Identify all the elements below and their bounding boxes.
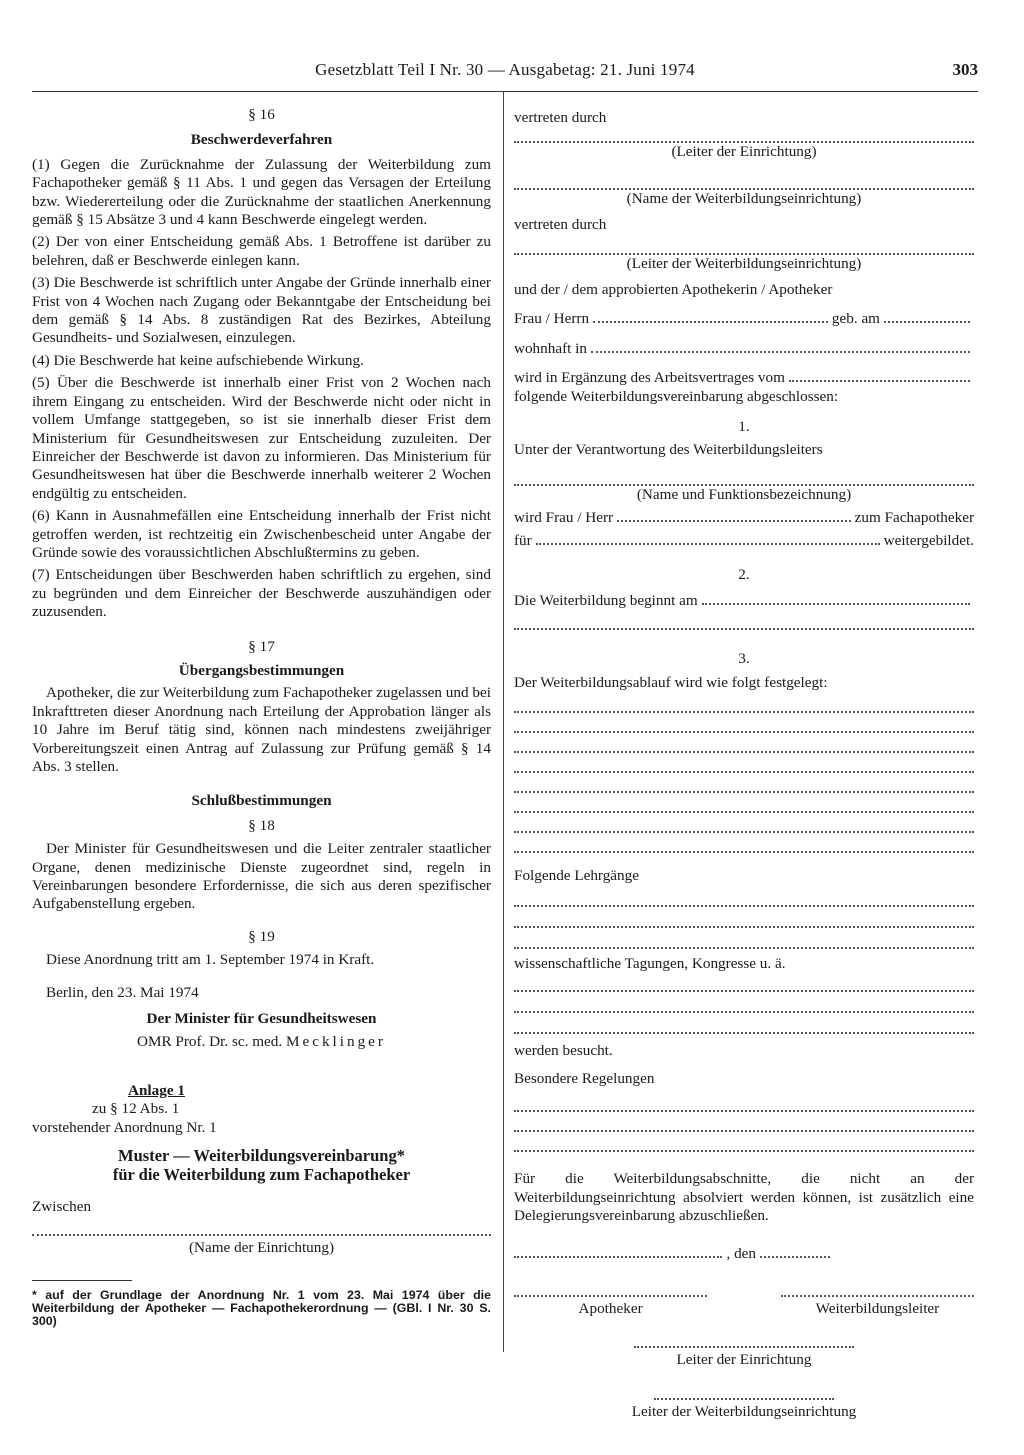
minister-title: Der Minister für Gesundheitswesen — [146, 1010, 377, 1028]
section-16-paragraph-3: (3) Die Beschwerde ist schriftlich unter Angabe der Gründe innerhalb einer Frist von 4 Wochen nach Zugang oder Bekanntgabe der Entscheidung bei dem gemäß § 14 Abs. 8 zuständigen Rat des Bezirkes, Abteilung Gesundheits- und Sozialwesen, einzulegen. — [32, 274, 491, 347]
schedule-line[interactable] — [514, 757, 974, 773]
section-19-number: § 19 — [248, 927, 275, 945]
birth-date-label: geb. am — [831, 310, 880, 328]
section-16-number: § 16 — [248, 106, 275, 123]
section-16-paragraph-2: (2) Der von einer Entscheidung gemäß Abs. 1 Betroffene ist darüber zu belehren, daß er Beschwerde einlegen kann. — [32, 233, 491, 269]
conferences-line[interactable] — [514, 997, 974, 1013]
right-column — [514, 109, 974, 1421]
training-institution-head-signature-caption: Leiter der Weiterbildungseinrichtung — [631, 1402, 857, 1420]
courses-line[interactable] — [514, 933, 974, 949]
contract-date-field[interactable] — [789, 368, 970, 382]
point-1-number: 1. — [738, 418, 750, 436]
for-label: für — [514, 531, 532, 549]
section-18-number: § 18 — [248, 816, 275, 834]
conferences-line[interactable] — [514, 1018, 974, 1034]
training-institution-head-signature — [594, 1384, 894, 1421]
start-date-label: Die Weiterbildung beginnt am — [514, 591, 698, 609]
represented-by-label-1: vertreten durch — [514, 109, 607, 126]
training-leader-caption: (Name und Funktionsbezeichnung) — [636, 485, 852, 503]
trainee-label: wird Frau / Herr — [514, 509, 614, 527]
pharmacist-intro: und der / dem approbierten Apothekerin / Apotheker — [514, 281, 833, 299]
template-title-line-1: Muster — Weiterbildungsvereinbarung* — [118, 1146, 405, 1166]
conferences-line[interactable] — [514, 976, 974, 992]
mrs-mr-label: Frau / Herrn — [514, 310, 590, 328]
annex-reference-1: zu § 12 Abs. 1 — [92, 1100, 180, 1118]
section-16-paragraph-4: (4) Die Beschwerde hat keine aufschiebende Wirkung. — [32, 351, 364, 369]
page-number: 303 — [952, 60, 978, 79]
schedule-line[interactable] — [514, 817, 974, 833]
training-institution-head-line — [514, 239, 974, 255]
section-16-paragraph-5: (5) Über die Beschwerde ist innerhalb einer Frist von 2 Wochen nach ihrem Eingang zu entscheiden. Wird der Beschwerde nicht oder nicht in vollem Umfange stattgegeben, so ist sie innerhalb dieser Frist dem Ministerium für Gesundheitswesen zur Entscheidung zuzuleiten. Der Einreicher der Beschwerde ist davon zu informieren. Das Ministerium für Gesundheitswesen hat über die Beschwerde innerhalb weiterer 2 Wochen endgültig zu entscheiden. — [32, 374, 491, 502]
annex-title: Anlage 1 — [128, 1081, 185, 1099]
pharmacist-name-field[interactable] — [593, 309, 828, 323]
template-title-line-2: für die Weiterbildung zum Fachapotheker — [112, 1164, 411, 1184]
pharmacist-signature — [514, 1281, 707, 1318]
section-17-title: Übergangsbestimmungen — [178, 661, 345, 679]
annex-reference-2: vorstehender Anordnung Nr. 1 — [32, 1118, 217, 1136]
institution-head-line — [514, 127, 974, 143]
conferences-label: wissenschaftliche Tagungen, Kongresse u. ä. — [514, 955, 786, 973]
footnote: * auf der Grundlage der Anordnung Nr. 1 vom 23. Mai 1974 über die Weiterbildung der Apotheker — Fachapothekerordnung — (GBl. I Nr. 30 S. 300) — [32, 1287, 491, 1329]
schedule-label: Der Weiterbildungsablauf wird wie folgt festgelegt: — [514, 674, 828, 692]
pharmacist-name-row — [514, 309, 974, 328]
courses-line[interactable] — [514, 891, 974, 907]
between-label: Zwischen — [32, 1197, 92, 1215]
represented-by-label-2: vertreten durch — [514, 216, 607, 234]
residence-label: wohnhaft in — [514, 339, 587, 357]
institution-name-line — [32, 1220, 491, 1236]
start-date-row — [514, 591, 974, 610]
column-divider — [503, 92, 504, 1352]
training-leader-signature-caption: Weiterbildungsleiter — [815, 1299, 940, 1317]
special-rules-label: Besondere Regelungen — [514, 1069, 655, 1087]
training-leader-signature — [781, 1281, 974, 1318]
special-rules-line[interactable] — [514, 1096, 974, 1112]
trained-label: weitergebildet. — [883, 531, 974, 549]
contract-date-row — [514, 368, 974, 387]
institution-name-caption: (Name der Einrichtung) — [188, 1239, 335, 1257]
training-institution-name-caption: (Name der Weiterbildungseinrichtung) — [626, 189, 862, 207]
section-16-paragraph-1: (1) Gegen die Zurücknahme der Zulassung der Weiterbildung zum Fachapotheker gemäß § 11 Abs. 1 und gegen das Versagen der Erteilung bzw. Wiedererteilung oder die Zurücknahme der staatlichen Anerkennung gemäß § 15 Absätze 3 und 4 kann Beschwerde eingelegt werden. — [32, 155, 491, 229]
schedule-line[interactable] — [514, 837, 974, 853]
pharmacist-signature-line[interactable] — [514, 1281, 707, 1297]
schedule-line[interactable] — [514, 777, 974, 793]
attended-text: werden besucht. — [514, 1041, 613, 1059]
page-header — [32, 60, 978, 84]
start-date-extra-line[interactable] — [514, 614, 974, 630]
birth-date-field[interactable] — [884, 309, 970, 323]
institution-head-signature-line[interactable] — [634, 1332, 854, 1348]
section-16-paragraph-6: (6) Kann in Ausnahmefällen eine Entscheidung innerhalb der Frist nicht getroffen werden, ist rechtzeitig ein Zwischenbescheid unter Angabe der Gründe sowie des voraussichtlichen Abschlußtermins zu geben. — [32, 507, 491, 561]
agreement-concluded-text: folgende Weiterbildungsvereinbarung abgeschlossen: — [514, 387, 839, 405]
schedule-line[interactable] — [514, 717, 974, 733]
section-17-number: § 17 — [248, 637, 275, 655]
schedule-line[interactable] — [514, 697, 974, 713]
header-rule — [32, 91, 978, 92]
minister-name: Mecklinger — [285, 1033, 386, 1051]
schedule-line[interactable] — [514, 737, 974, 753]
specialist-label: zum Fachapotheker — [854, 509, 974, 527]
training-leader-signature-line[interactable] — [781, 1281, 974, 1297]
training-institution-head-caption: (Leiter der Weiterbildungseinrichtung) — [626, 254, 862, 272]
section-17-text: Apotheker, die zur Weiterbildung zum Fachapotheker zugelassen und bei Inkrafttreten dieser Anordnung nach Erteilung der Approbation länger als 10 Jahre im Beruf tätig sind, können nach mindestens zweijähriger Vorbereitungszeit einen Antrag auf Zulassung zur Prüfung gemäß § 14 Abs. 3 stellen. — [32, 684, 491, 775]
specialty-field[interactable] — [536, 531, 880, 545]
institution-head-signature — [634, 1332, 854, 1369]
trainee-row — [514, 508, 974, 527]
date-label: , den — [726, 1244, 756, 1262]
minister-signature — [32, 1033, 491, 1051]
schedule-line[interactable] — [514, 797, 974, 813]
training-leader-line[interactable] — [514, 470, 974, 486]
section-16-title: Beschwerdeverfahren — [190, 131, 333, 149]
section-19-text: Diese Anordnung tritt am 1. September 1974 in Kraft. — [46, 951, 375, 969]
delegation-text: Für die Weiterbildungsabschnitte, die nicht an der Weiterbildungseinrichtung absolviert werden können, ist zusätzlich eine Delegierungsvereinbarung abzuschließen. — [514, 1170, 974, 1225]
institution-head-signature-caption: Leiter der Einrichtung — [676, 1351, 812, 1369]
responsibility-text: Unter der Verantwortung des Weiterbildungsleiters — [514, 441, 823, 459]
place-date-row — [514, 1244, 834, 1263]
pharmacist-signature-caption: Apotheker — [578, 1299, 643, 1317]
contract-supplement-label: wird in Ergänzung des Arbeitsvertrages vom — [514, 369, 785, 387]
courses-label: Folgende Lehrgänge — [514, 866, 639, 884]
point-2-number: 2. — [738, 566, 750, 584]
special-rules-line[interactable] — [514, 1116, 974, 1132]
residence-row — [514, 339, 974, 358]
training-institution-head-signature-line[interactable] — [654, 1384, 834, 1400]
trainee-field[interactable] — [617, 508, 851, 522]
date-line: Berlin, den 23. Mai 1974 — [46, 983, 199, 1001]
footnote-rule — [32, 1280, 132, 1281]
training-institution-name-line — [514, 174, 974, 190]
signature-row-1 — [514, 1281, 974, 1318]
special-rules-line[interactable] — [514, 1136, 974, 1152]
schedule-lines — [514, 697, 974, 853]
section-16-paragraph-7: (7) Entscheidungen über Beschwerden haben schriftlich zu ergehen, sind zu begründen und dem Einreicher der Beschwerde auszuhändigen oder zuzusenden. — [32, 566, 491, 621]
section-18-text: Der Minister für Gesundheitswesen und die Leiter zentraler staatlicher Organe, denen medizinische Dienste zugeordnet sind, regeln in Vereinbarungen besondere Erfordernisse, die sich aus deren spezifischer Aufgabenstellung ergeben. — [32, 840, 491, 913]
left-column — [32, 106, 491, 1328]
residence-field[interactable] — [591, 339, 970, 353]
header-title: Gesetzblatt Teil I Nr. 30 — Ausgabetag: 21. Juni 1974 — [315, 60, 695, 79]
place-field[interactable] — [514, 1244, 722, 1258]
institution-head-caption: (Leiter der Einrichtung) — [671, 143, 817, 161]
final-provisions-title: Schlußbestimmungen — [191, 792, 332, 810]
courses-line[interactable] — [514, 912, 974, 928]
point-3-number: 3. — [738, 649, 750, 667]
specialty-row — [514, 531, 974, 550]
date-field[interactable] — [760, 1244, 830, 1258]
minister-name-prefix: OMR Prof. Dr. sc. med. — [137, 1033, 283, 1051]
start-date-field[interactable] — [702, 591, 970, 605]
